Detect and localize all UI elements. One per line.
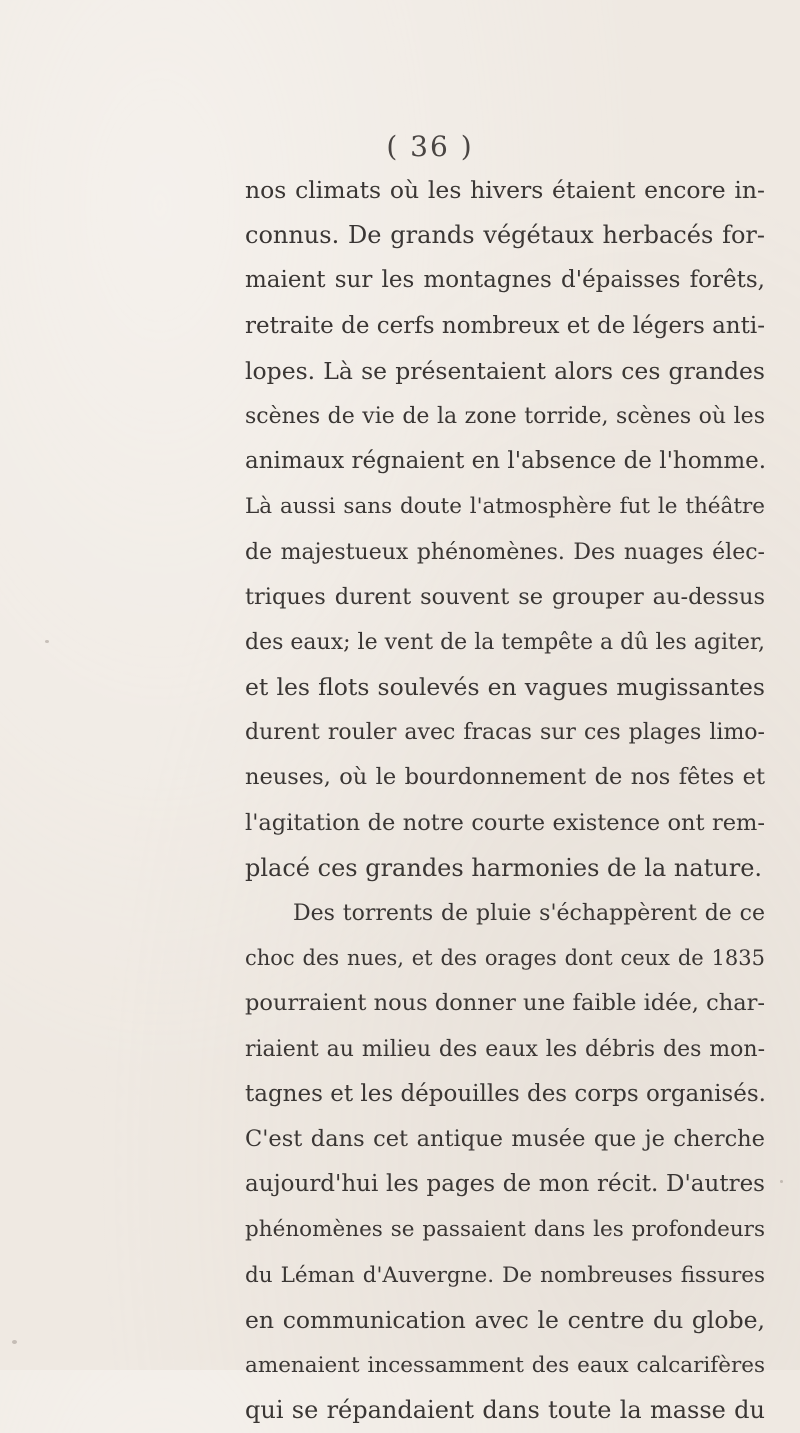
text-line: tagnes et les dépouilles des corps organisés. [245,1080,766,1107]
text-line: animaux régnaient en l'absence de l'homme. [245,448,767,475]
text-line: amenaient incessamment des eaux calcarifères [245,1352,765,1378]
text-line: des eaux; le vent de la tempête a dû les agiter, [245,629,765,655]
text-line: C'est dans cet antique musée que je cherche [245,1125,765,1152]
text-line: neuses, où le bourdonnement de nos fêtes et [245,764,765,791]
text-line: riaient au milieu des eaux les débris des mon- [245,1036,765,1062]
body-text [245,168,765,1433]
page-number: ( 36 ) [386,130,474,163]
text-line: lopes. Là se présentaient alors ces grandes [245,356,765,385]
text-line: Des torrents de pluie s'échappèrent de ce [293,901,765,926]
text-line: l'agitation de notre courte existence ont rem- [245,809,765,836]
paper-speck [780,1180,783,1183]
text-line: en communication avec le centre du globe, [245,1305,765,1334]
text-line: de majestueux phénomènes. Des nuages élec- [245,539,765,565]
text-line: durent rouler avec fracas sur ces plages limo- [245,720,765,746]
text-line: Là aussi sans doute l'atmosphère fut le théâtre [245,494,765,520]
text-line: phénomènes se passaient dans les profondeurs [245,1217,765,1243]
paper-speck [12,1340,17,1344]
text-line: choc des nues, et des orages dont ceux de 1835 [245,946,765,971]
text-line: nos climats où les hivers étaient encore in- [245,176,765,204]
text-line: triques durent souvent se grouper au-dessus [245,583,765,610]
text-line: connus. De grands végétaux herbacés for- [245,221,765,250]
text-line: pourraient nous donner une faible idée, char- [245,990,765,1017]
text-line: aujourd'hui les pages de mon récit. D'autres [245,1171,765,1198]
paper-speck [45,640,49,643]
text-line: retraite de cerfs nombreux et de légers anti- [245,312,765,339]
text-line: qui se répandaient dans toute la masse du [245,1396,765,1425]
text-line: du Léman d'Auvergne. De nombreuses fissures [245,1262,765,1288]
text-line: maient sur les montagnes d'épaisses forêts, [245,267,765,294]
text-line: placé ces grandes harmonies de la nature. [245,853,763,882]
text-line: scènes de vie de la zone torride, scènes où les [245,403,765,429]
text-line: et les flots soulevés en vagues mugissantes [245,673,765,702]
